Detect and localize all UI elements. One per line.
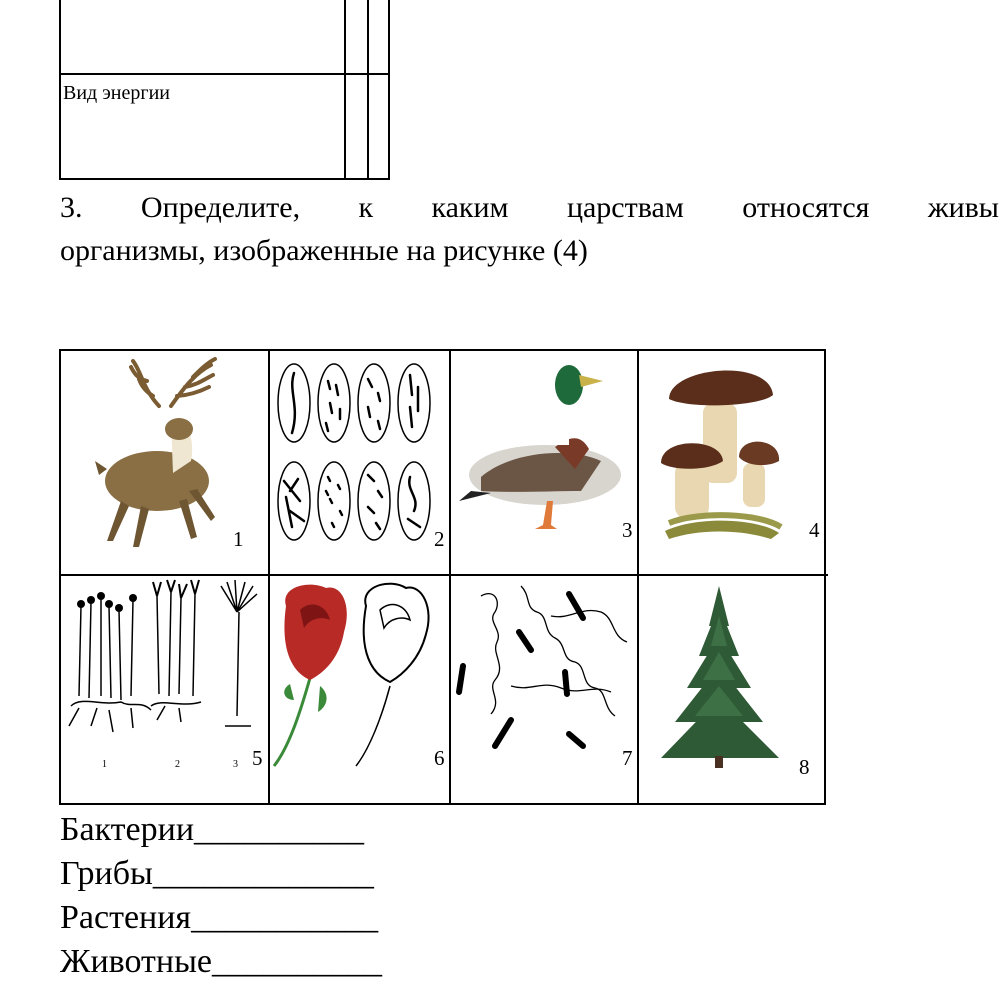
question-line-2: организмы, изображенные на рисунке (4) xyxy=(60,234,588,267)
figure-number: 3 xyxy=(622,518,633,542)
figure-cell-6 xyxy=(270,576,451,803)
answer-row-plants xyxy=(60,896,382,940)
mold-sub-label: 1 xyxy=(102,759,107,770)
question-text xyxy=(60,186,999,272)
mold-sub-label: 3 xyxy=(233,759,238,770)
question-word: живы xyxy=(927,191,999,224)
figure-cell-1 xyxy=(61,351,270,576)
figure-cell-4 xyxy=(639,351,828,576)
figure-number: 6 xyxy=(434,746,445,770)
answer-list xyxy=(60,808,382,984)
question-word: относятся xyxy=(742,191,870,224)
answer-row-bacteria xyxy=(60,808,382,852)
figure-number: 2 xyxy=(434,527,445,551)
figure-number: 4 xyxy=(809,518,820,542)
figure-number: 1 xyxy=(233,527,244,551)
rose-image xyxy=(270,576,451,803)
question-word: к xyxy=(358,191,374,224)
figure-number: 8 xyxy=(799,755,810,779)
figure-cell-3 xyxy=(451,351,639,576)
table-row-divider xyxy=(59,73,390,75)
table-border-mid2 xyxy=(367,0,369,180)
mold-sub-label: 2 xyxy=(175,759,180,770)
answer-label: Растения xyxy=(60,899,192,936)
question-word: царствам xyxy=(566,191,684,224)
table-border-left xyxy=(59,0,61,180)
table-border-bottom xyxy=(59,178,390,180)
mold-fungi-image xyxy=(61,576,270,803)
answer-label: Животные xyxy=(60,943,213,980)
answer-blank[interactable]: ___________ xyxy=(191,899,379,936)
figure-cell-8 xyxy=(639,576,828,803)
answer-row-fungi xyxy=(60,852,382,896)
figure-number: 5 xyxy=(252,746,263,770)
question-word: каким xyxy=(431,191,509,224)
table-row-label: Вид энергии xyxy=(63,82,170,104)
answer-row-animals xyxy=(60,940,382,984)
answer-blank[interactable]: _____________ xyxy=(152,855,374,892)
figure-cell-5 xyxy=(61,576,270,803)
organisms-figure xyxy=(59,349,826,805)
table-border-right xyxy=(388,0,390,180)
duck-image xyxy=(451,351,639,576)
figure-number: 7 xyxy=(622,746,633,770)
question-line-1 xyxy=(60,186,999,229)
question-word: 3. xyxy=(60,191,83,224)
figure-cell-2 xyxy=(270,351,451,576)
answer-blank[interactable]: __________ xyxy=(212,943,383,980)
answer-label: Грибы xyxy=(60,855,153,892)
answer-label: Бактерии xyxy=(60,811,195,848)
mushroom-image xyxy=(639,351,828,576)
bacteria-chains-image xyxy=(451,576,639,803)
table-border-mid1 xyxy=(344,0,346,180)
bacteria-cells-image xyxy=(270,351,451,576)
answer-blank[interactable]: __________ xyxy=(194,811,365,848)
figure-cell-7 xyxy=(451,576,639,803)
question-word: Определите, xyxy=(140,191,301,224)
